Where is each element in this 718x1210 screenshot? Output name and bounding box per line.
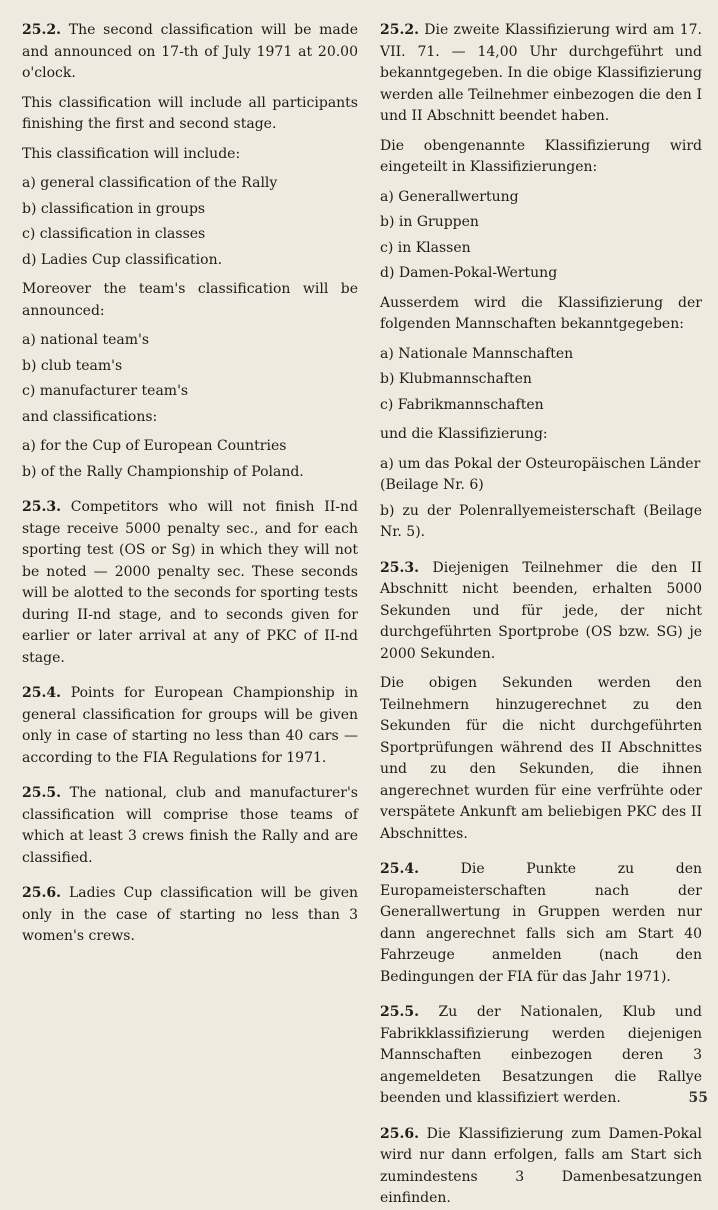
list-item: a) for the Cup of European Countries [22, 438, 287, 454]
paragraph-text: The second classification will be made and announced on 17-th of July 1971 at 20.00 o'clock. [22, 22, 358, 81]
paragraph-text: Die zweite Klassifizierung wird am 17. VII. 71. — 14,00 Uhr durchgeführt und bekanntgegeben. In die obige Klassifizierung werden alle Teilnehmer einbezogen die den I und II Abschnitt beendet haben. [380, 22, 702, 124]
paragraph-text: This classification will include all participants finishing the first and second stage. [22, 94, 358, 132]
paragraph-25-5-en [22, 783, 358, 869]
section-number: 25.4. [380, 861, 419, 877]
list-item: c) in Klassen [380, 239, 471, 256]
paragraph-text: und die Klassifizierung: [380, 426, 548, 442]
section-number: 25.4. [22, 685, 61, 701]
paragraph-text: Diejenigen Teilnehmer die den II Abschnitt nicht beenden, erhalten 5000 Sekunden und für jede, der nicht durchgeführten Sportprobe (OS bzw. SG) je 2000 Sekunden. [380, 559, 702, 662]
list-item: c) classification in classes [22, 226, 206, 242]
paragraph-25-5-de [380, 1002, 702, 1110]
list-item: a) um das Pokal der Osteuropäischen Länder (Beilage Nr. 6) [380, 455, 701, 493]
paragraph-25-2-en [22, 20, 358, 85]
paragraph-text: and classifications: [22, 408, 158, 425]
list-item: d) Ladies Cup classification. [22, 251, 223, 268]
list-item: b) club team's [22, 357, 123, 374]
list-item: b) of the Rally Championship of Poland. [22, 463, 304, 480]
paragraph-text: Die Punkte zu den Europameisterschaften nach der Generallwertung in Gruppen werden nur dann angerechnet falls sich am Start 40 Fahrzeuge anmelden (nach den Bedingungen der FIA für das Jahr 1971). [380, 861, 703, 985]
paragraph-25-6-de [380, 1124, 702, 1210]
list-item: b) Klubmannschaften [380, 371, 532, 387]
section-number: 25.5. [22, 785, 61, 801]
list-item: b) zu der Polenrallyemeisterschaft (Beilage Nr. 5). [380, 502, 702, 540]
section-number: 25.3. [22, 499, 61, 515]
paragraph-25-6-en [22, 883, 358, 948]
paragraph-text: Ladies Cup classification will be given only in the case of starting no less than 3 women's crews. [22, 885, 358, 944]
paragraph-text: Die obigen Sekunden werden den Teilnehmern hinzugerechnet zu den Sekunden für die nicht durchgeführten Sportprüfungen während des II Abschnittes und zu den Sekunden, die ihnen angerechnet wurden für eine verfrühte oder verspätete Ankunft am beliebigen PKC des II Abschnittes. [380, 675, 702, 842]
english-column [22, 20, 358, 1100]
list-item: c) Fabrikmannschaften [380, 396, 544, 413]
list-item: b) in Gruppen [380, 214, 479, 230]
section-number: 25.6. [22, 885, 61, 901]
paragraph-text: Ausserdem wird die Klassifizierung der folgenden Mannschaften bekanntgegeben: [380, 294, 702, 332]
list-item: d) Damen-Pokal-Wertung [380, 265, 558, 281]
section-number: 25.6. [380, 1125, 419, 1142]
paragraph-text: Die Klassifizierung zum Damen-Pokal wird nur dann erfolgen, falls am Start sich zumindestens 3 Damenbesatzungen einfinden. [380, 1125, 702, 1206]
list-item: c) manufacturer team's [22, 383, 189, 399]
list-item: a) national team's [22, 332, 150, 348]
paragraph-text: This classification will include: [22, 145, 241, 162]
paragraph-text: The national, club and manufacturer's classification will comprise those teams of which at least 3 crews finish the Rally and are classified. [22, 785, 358, 866]
paragraph-text: Zu der Nationalen, Klub und Fabrikklassifizierung werden diejenigen Mannschaften einbezogen deren 3 angemeldeten Besatzungen die Rallye beenden und klassifiziert werden. [380, 1004, 702, 1106]
paragraph-25-3-de [380, 558, 702, 666]
paragraph-text: Competitors who will not finish II-nd stage receive 5000 penalty sec., and for each sporting test (OS or Sg) in which they will not be noted — 2000 penalty sec. These seconds will be alotted to the seconds for sporting tests during II-nd stage, and to seconds given for earlier or later arrival at any of PKC of II-nd stage. [22, 499, 358, 666]
paragraph-25-2-de [380, 20, 702, 128]
section-number: 25.5. [380, 1004, 419, 1020]
list-item: a) Nationale Mannschaften [380, 345, 574, 362]
paragraph-text: Die obengenannte Klassifizierung wird eingeteilt in Klassifizierungen: [380, 137, 702, 175]
paragraph-25-4-en [22, 683, 358, 769]
section-number: 25.2. [22, 22, 61, 38]
list-item: b) classification in groups [22, 200, 206, 217]
german-column [380, 20, 703, 1206]
section-number: 25.2. [380, 22, 419, 38]
paragraph-text: Points for European Championship in general classification for groups will be given only in case of starting no less than 40 cars — according to the FIA Regulations for 1971. [22, 685, 359, 766]
list-item: a) Generallwertung [380, 188, 519, 205]
page-number: 55 [688, 1090, 708, 1106]
section-number: 25.3. [380, 559, 419, 576]
list-item: a) general classification of the Rally [22, 175, 278, 191]
paragraph-25-4-de [380, 859, 702, 988]
paragraph-25-3-en [22, 497, 358, 669]
paragraph-text: Moreover the team's classification will be announced: [22, 281, 358, 319]
